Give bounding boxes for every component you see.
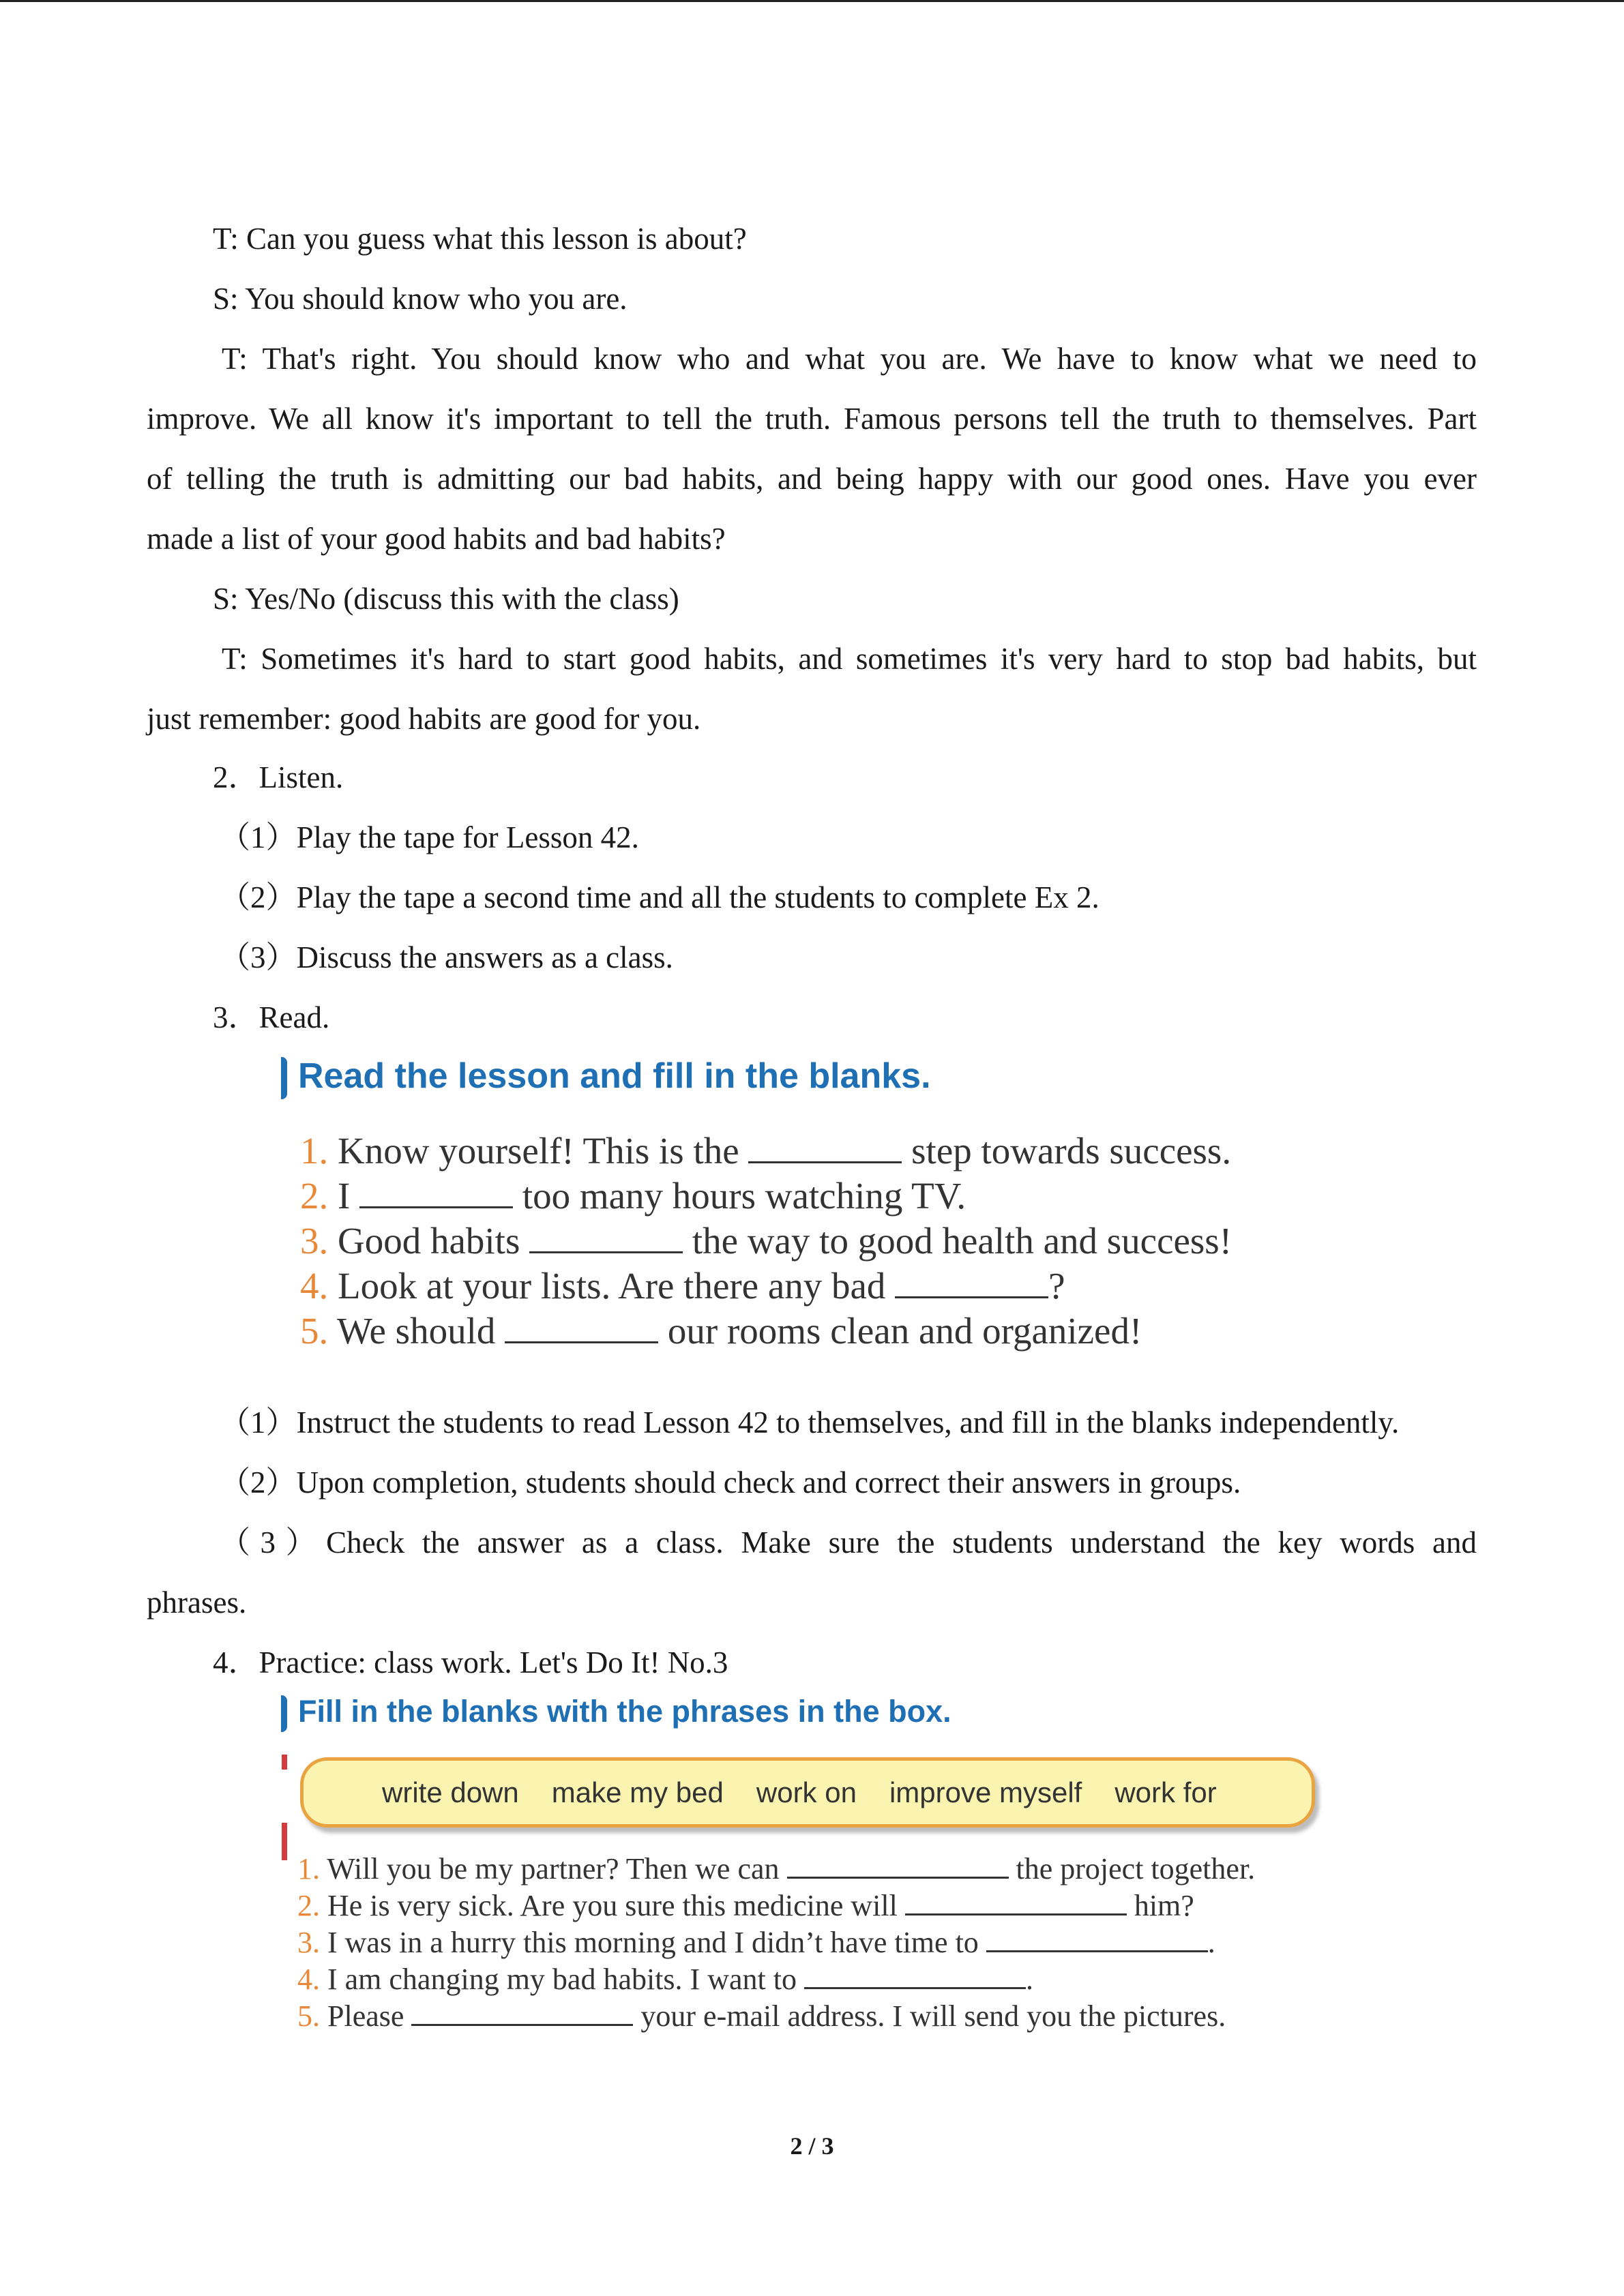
item-text: Will you be my partner? Then we can	[327, 1852, 780, 1885]
listen-step-3	[220, 927, 673, 987]
discuss-line: S: Yes/No (discuss this with the class)	[213, 582, 679, 616]
page-number: 2 / 3	[790, 2132, 834, 2160]
sub-number: （1）	[220, 1405, 297, 1440]
item-number: 5.	[297, 1999, 320, 2033]
item-number: 1.	[297, 1852, 320, 1885]
item-text: .	[1025, 1963, 1033, 1996]
top-rule	[0, 0, 1624, 2]
item-text: ?	[1048, 1265, 1065, 1307]
step-label: Listen.	[259, 760, 344, 794]
item-text: He is very sick. Are you sure this medicine will	[327, 1889, 898, 1922]
read-step-2	[220, 1452, 1241, 1512]
item-number: 5.	[300, 1310, 329, 1352]
exercise-1-list	[300, 1129, 1232, 1354]
step-2	[213, 747, 343, 807]
item-text: I	[338, 1175, 351, 1217]
answer-blank	[895, 1266, 1048, 1298]
read-step-3-line-2: phrases.	[147, 1585, 247, 1620]
read-step-1	[220, 1392, 1399, 1452]
sub-number: （2）	[220, 1465, 297, 1500]
step-number: 3．	[213, 1000, 259, 1034]
item-text: Look at your lists. Are there any bad	[338, 1265, 886, 1307]
item-number: 3.	[297, 1926, 320, 1959]
sub-number: （2）	[220, 880, 297, 914]
exercise-1-item	[300, 1264, 1232, 1309]
sub-text: Play the tape a second time and all the students to complete Ex 2.	[296, 880, 1099, 914]
item-text: .	[1207, 1926, 1215, 1959]
dialogue-line-2: S: You should know who you are.	[213, 282, 628, 316]
sub-number: （1）	[220, 820, 297, 854]
item-text: him?	[1134, 1889, 1194, 1922]
paragraph-habits-line-1: T: Sometimes it's hard to start good habits, and sometimes it's very hard to stop bad habits, but	[222, 642, 1477, 676]
item-text: I was in a hurry this morning and I didn’t have time to	[327, 1926, 979, 1959]
exercise-1-item	[300, 1309, 1232, 1354]
answer-blank	[787, 1852, 1009, 1879]
sub-text: Play the tape for Lesson 42.	[296, 820, 639, 854]
paragraph-truth-line-1: T: That's right. You should know who and what you are. We have to know what we need to	[222, 342, 1477, 376]
exercise-2-title	[281, 1694, 951, 1732]
exercise-2-item	[297, 1998, 1255, 2035]
item-text: your e-mail address. I will send you the pictures.	[640, 1999, 1226, 2033]
exercise-1-title-text: Read the lesson and fill in the blanks.	[298, 1056, 931, 1096]
exercise-1-item	[300, 1219, 1232, 1264]
answer-blank	[905, 1889, 1127, 1915]
item-number: 2.	[297, 1889, 320, 1922]
answer-blank	[986, 1926, 1208, 1952]
step-3	[213, 987, 329, 1047]
step-label: Practice: class work. Let's Do It! No.3	[259, 1645, 728, 1680]
item-number: 1.	[300, 1130, 329, 1172]
step-4	[213, 1632, 728, 1693]
sub-text: Instruct the students to read Lesson 42 to themselves, and fill in the blanks independently.	[296, 1405, 1400, 1440]
sub-text: Discuss the answers as a class.	[296, 940, 673, 974]
exercise-2-list	[297, 1851, 1255, 2035]
read-step-3	[147, 1512, 1477, 1632]
item-text: I am changing my bad habits. I want to	[327, 1963, 797, 1996]
sub-number: （3）	[220, 1525, 327, 1560]
phrase: improve myself	[889, 1776, 1082, 1808]
paragraph-truth-line-4: made a list of your good habits and bad habits?	[147, 522, 726, 556]
item-text: Know yourself! This is the	[338, 1130, 739, 1172]
dialogue-line-1: T: Can you guess what this lesson is about?	[213, 222, 747, 256]
exercise-2-item	[297, 1851, 1255, 1888]
paragraph-habits-line-2: just remember: good habits are good for you.	[147, 702, 701, 736]
item-number: 2.	[300, 1175, 329, 1217]
item-text: Please	[327, 1999, 404, 2033]
phrase-box	[300, 1757, 1315, 1828]
exercise-2-title-text: Fill in the blanks with the phrases in the box.	[298, 1694, 951, 1729]
step-label: Read.	[259, 1000, 330, 1034]
answer-blank	[804, 1963, 1026, 1989]
exercise-1-item	[300, 1129, 1232, 1174]
read-step-3-line-1	[147, 1512, 1477, 1572]
phrase: write down	[382, 1776, 519, 1808]
item-text: the way to good health and success!	[692, 1220, 1232, 1262]
exercise-2-item	[297, 1924, 1255, 1961]
step-number: 4．	[213, 1645, 259, 1680]
exercise-2-item	[297, 1961, 1255, 1998]
item-text: the project together.	[1016, 1852, 1256, 1885]
paragraph-truth	[147, 329, 1477, 569]
item-number: 3.	[300, 1220, 329, 1262]
paragraph-truth-line-2: improve. We all know it's important to tell the truth. Famous persons tell the truth to themselves. Part	[147, 402, 1477, 436]
sub-text: Check the answer as a class. Make sure the students understand the key words and	[326, 1525, 1477, 1560]
phrase: work on	[756, 1776, 857, 1808]
item-number: 4.	[300, 1265, 329, 1307]
exercise-1-item	[300, 1174, 1232, 1219]
paragraph-truth-line-3: of telling the truth is admitting our bad habits, and being happy with our good ones. Have you ever	[147, 462, 1477, 496]
answer-blank	[411, 1999, 633, 2026]
red-marker-icon	[282, 1823, 287, 1860]
item-text: Good habits	[338, 1220, 520, 1262]
item-number: 4.	[297, 1963, 320, 1996]
phrase: work for	[1114, 1776, 1217, 1808]
phrase: make my bed	[551, 1776, 724, 1808]
exercise-1-title	[281, 1056, 931, 1099]
item-text: We should	[337, 1310, 496, 1352]
sub-text: Upon completion, students should check and correct their answers in groups.	[296, 1465, 1241, 1500]
answer-blank	[529, 1221, 683, 1253]
answer-blank	[748, 1131, 902, 1163]
item-text: our rooms clean and organized!	[667, 1310, 1142, 1352]
item-text: too many hours watching TV.	[522, 1175, 966, 1217]
step-number: 2．	[213, 760, 259, 794]
title-marker-icon	[281, 1695, 287, 1732]
exercise-2-item	[297, 1888, 1255, 1924]
listen-step-2	[220, 867, 1099, 927]
answer-blank	[359, 1176, 513, 1208]
item-text: step towards success.	[911, 1130, 1232, 1172]
sub-number: （3）	[220, 940, 297, 974]
paragraph-habits	[147, 629, 1477, 749]
listen-step-1	[220, 807, 639, 867]
answer-blank	[505, 1311, 658, 1343]
title-marker-icon	[281, 1057, 287, 1099]
red-marker-icon	[282, 1755, 287, 1770]
